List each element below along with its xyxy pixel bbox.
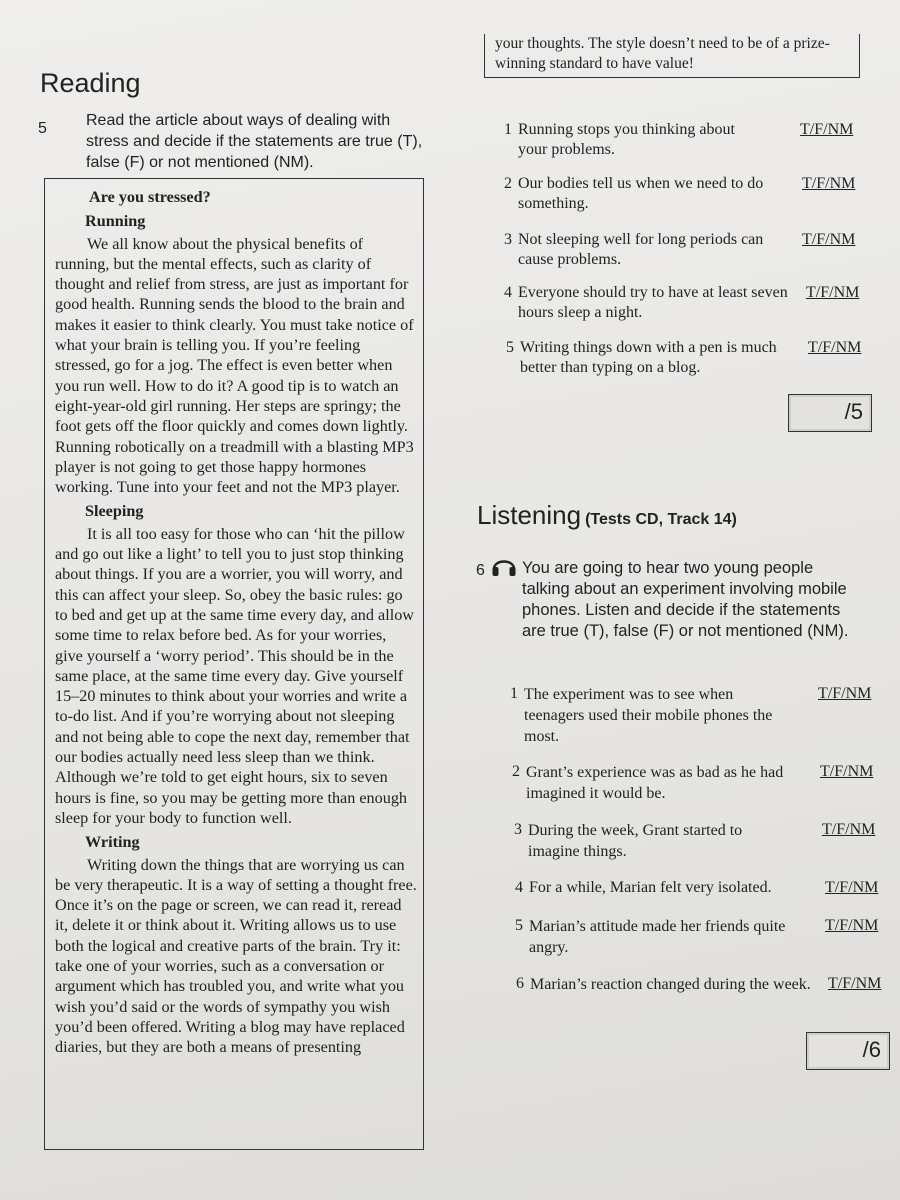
article-box <box>44 178 424 1150</box>
listening-score: /6 <box>862 1037 881 1062</box>
question-6-number: 6 <box>476 562 485 579</box>
reading-score-box <box>788 394 872 432</box>
statement-text: Marian’s reaction changed during the week. <box>530 976 811 993</box>
statement-text: Everyone should try to have at least seven hours sleep a night. <box>518 284 788 321</box>
tfn-answer[interactable]: T/F/NM <box>808 339 862 356</box>
statement-number: 4 <box>515 879 523 896</box>
statement-number: 2 <box>504 175 512 192</box>
section-text-running: We all know about the physical benefits of running, but the mental effects, such as clarity of thought and relief from stress, are just as important for good health. Running sends the blood to the brain and makes it easier to think clearly. You must take notice of what your brain is telling you. If you’re feeling stressed, go for a jog. The effect is even better when you run well. How to do it? A good tip is to watch an eight-year-old girl running. Her steps are springy; the foot gets off the floor quickly and comes down lightly. Running robotically on a treadmill with a blasting MP3 player is not going to get those happy hormones working. Tune into your feet and not the MP3 player. <box>55 234 414 497</box>
statement-number: 3 <box>504 231 512 248</box>
statement-number: 5 <box>515 917 523 934</box>
listening-title: Listening <box>477 500 582 530</box>
statement-text: Our bodies tell us when we need to do something. <box>518 175 764 212</box>
section-heading-sleeping: Sleeping <box>85 502 144 521</box>
statement-text: For a while, Marian felt very isolated. <box>529 879 772 896</box>
statement-number: 1 <box>504 121 512 138</box>
tfn-answer[interactable]: T/F/NM <box>822 821 876 838</box>
statement-text: During the week, Grant started to imagine things. <box>528 822 743 860</box>
question-5-instruction: Read the article about ways of dealing with stress and decide if the statements are true (T), false (F) or not mentioned (NM). <box>86 112 423 171</box>
reading-heading: Reading <box>40 68 141 98</box>
listening-heading <box>477 500 737 531</box>
article-continuation-text: your thoughts. The style doesn’t need to be of a prize-winning standard to have value! <box>495 35 830 72</box>
statement-number: 5 <box>506 339 514 356</box>
article-title: Are you stressed? <box>89 188 211 206</box>
tfn-answer[interactable]: T/F/NM <box>800 121 854 138</box>
statement-text: Grant’s experience was as bad as he had imagined it would be. <box>526 764 784 802</box>
statement-number: 1 <box>510 685 518 702</box>
headphones-icon <box>490 553 518 577</box>
tfn-answer[interactable]: T/F/NM <box>806 284 860 301</box>
reading-score: /5 <box>844 399 863 424</box>
statement-number: 6 <box>516 975 524 992</box>
section-text-writing: Writing down the things that are worrying us can be very therapeutic. It is a way of setting a thought free. Once it’s on the page or screen, we can read it, reread it, delete it or think about it. Writing allows us to use both the logical and creative parts of the brain. Try it: take one of your worries, such as a conversation or argument which has troubled you, and write what you wish you’d said or the words of sympathy you wish you’d been offered. Writing a blog may have replaced diaries, but they are both a means of presenting <box>55 855 417 1057</box>
tfn-answer[interactable]: T/F/NM <box>825 879 879 896</box>
tfn-answer[interactable]: T/F/NM <box>802 231 856 248</box>
listening-subtitle: (Tests CD, Track 14) <box>585 511 737 528</box>
statement-text: Writing things down with a pen is much better than typing on a blog. <box>520 339 777 376</box>
statement-text: Not sleeping well for long periods can cause problems. <box>518 231 764 268</box>
statement-number: 4 <box>504 284 512 301</box>
section-text-sleeping: It is all too easy for those who can ‘hit the pillow and go out like a light’ to tell you to just stop thinking about things. If you are a worrier, you will worry, and this can affect your sleep. So, obey the basic rules: go to bed and get up at the same time every day, and allow some time to relax before bed. As for your worries, give yourself a ‘worry period’. This should be in the same place, at the same time every day. Give yourself 15–20 minutes to think about your worries and write a to-do list. And if you’re worrying about not sleeping and not being able to cope the next day, remember that our bodies actually need less sleep than we think. Although we’re told to get eight hours, six to seven hours is fine, so you may be getting more than enough sleep for your body to function well. <box>55 524 415 827</box>
question-5-number: 5 <box>38 120 47 137</box>
tfn-answer[interactable]: T/F/NM <box>818 685 872 702</box>
tfn-answer[interactable]: T/F/NM <box>802 175 856 192</box>
section-heading-running: Running <box>85 212 146 231</box>
section-heading-writing: Writing <box>85 833 140 852</box>
statement-text: Marian’s attitude made her friends quite angry. <box>529 918 786 956</box>
statement-number: 2 <box>512 763 520 780</box>
tfn-answer[interactable]: T/F/NM <box>820 763 874 780</box>
question-6-instruction: You are going to hear two young people talking about an experiment involving mobile phones. Listen and decide if the statements are true (T), false (F) or not mentioned (NM). <box>522 559 849 640</box>
tfn-answer[interactable]: T/F/NM <box>828 975 882 992</box>
listening-score-box <box>806 1032 890 1070</box>
statement-number: 3 <box>514 821 522 838</box>
tfn-answer[interactable]: T/F/NM <box>825 917 879 934</box>
statement-text: Running stops you thinking about your problems. <box>518 121 735 158</box>
article-continuation-box <box>484 34 860 78</box>
statement-text: The experiment was to see when teenagers used their mobile phones the most. <box>524 686 773 745</box>
